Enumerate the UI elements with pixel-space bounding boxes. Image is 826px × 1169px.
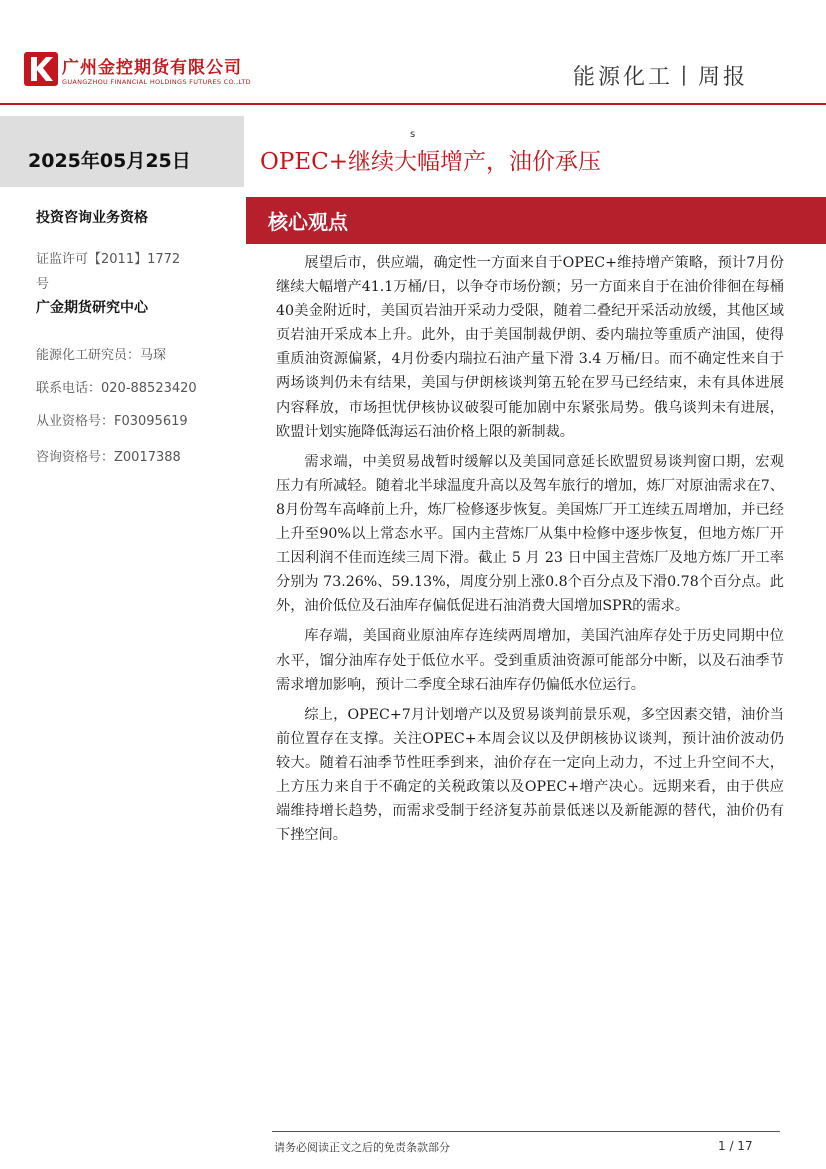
- header-divider: [0, 103, 826, 105]
- company-name: 广州金控期货有限公司: [62, 58, 242, 78]
- research-center: 广金期货研究中心: [36, 300, 148, 316]
- body-text: [276, 251, 784, 853]
- body-paragraph: 展望后市，供应端，确定性一方面来自于OPEC+维持增产策略，预计7月份继续大幅增产41.1万桶/日，以争夺市场份额；另一方面来自于在油价徘徊在每桶40美金附近时，美国页岩油开采动力受限，随着二叠纪开采活动放缓，其他区域页岩油开采成本上升。此外，由于美国制裁伊朗、委内瑞拉等重质产油国，使得重质油资源偏紧，4月份委内瑞拉石油产量下滑 3.4 万桶/日。而不确定性来自于两场谈判仍未有结果，美国与伊朗核谈判第五轮在罗马已经结束，未有具体进展内容释放，市场担忧伊核协议破裂可能加剧中东紧张局势。俄乌谈判未有进展，欧盟计划实施降低海运石油价格上限的新制裁。: [276, 255, 784, 440]
- practice-certificate: 从业资格号：F03095619: [36, 414, 188, 429]
- contact-phone: 联系电话：020-88523420: [36, 381, 197, 396]
- report-date: 2025年05月25日: [28, 150, 191, 172]
- section-heading: 核心观点: [268, 210, 348, 234]
- license-line-2: 号: [36, 277, 50, 292]
- license-line-1: 证监许可【2011】1772: [36, 252, 181, 267]
- page-number: 1 / 17: [718, 1139, 753, 1153]
- body-paragraph: 库存端，美国商业原油库存连续两周增加，美国汽油库存处于历史同期中位水平，馏分油库存处于低位水平。受到重质油资源可能部分中断，以及石油季节需求增加影响，预计二季度全球石油库存仍偏低水位运行。: [276, 628, 784, 693]
- company-name-en: GUANGZHOU FINANCIAL HOLDINGS FUTURES CO.,LTD: [62, 78, 251, 86]
- disclaimer-note: 请务必阅读正文之后的免责条款部分: [274, 1141, 450, 1154]
- footer-divider: [272, 1131, 780, 1132]
- body-paragraph: 综上，OPEC+7月计划增产以及贸易谈判前景乐观，多空因素交错，油价当前位置存在支撑。关注OPEC+本周会议以及伊朗核协议谈判，预计油价波动仍较大。随着石油季节性旺季到来，油价存在一定向上动力，不过上升空间不大，上方压力来自于不确定的关税政策以及OPEC+增产决心。远期来看，由于供应端维持增长趋势，而需求受制于经济复苏前景低迷以及新能源的替代，油价仍有下挫空间。: [276, 706, 784, 844]
- company-logo-icon: [24, 52, 58, 86]
- report-title: OPEC+继续大幅增产，油价承压: [260, 149, 601, 175]
- advisory-certificate: 咨询资格号：Z0017388: [36, 450, 181, 465]
- body-paragraph: 需求端，中美贸易战暂时缓解以及美国同意延长欧盟贸易谈判窗口期，宏观压力有所减轻。随着北半球温度升高以及驾车旅行的增加，炼厂对原油需求在7、8月份驾车高峰前上升，炼厂检修逐步恢复。美国炼厂开工连续五周增加，并已经上升至90%以上常态水平。国内主营炼厂从集中检修中逐步恢复，但地方炼厂开工因利润不佳而连续三周下滑。截止 5 月 23 日中国主营炼厂及地方炼厂开工率分别为 73.26%、59.13%，周度分别上涨0.8个百分点及下滑0.78个百分点。此外，油价低位及石油库存偏低促进石油消费大国增加SPR的需求。: [276, 453, 784, 615]
- report-type: 能源化工丨周报: [572, 65, 748, 90]
- qualification-heading: 投资咨询业务资格: [36, 210, 148, 226]
- title-stray-mark: s: [410, 129, 416, 140]
- analyst-name: 能源化工研究员：马琛: [36, 348, 167, 363]
